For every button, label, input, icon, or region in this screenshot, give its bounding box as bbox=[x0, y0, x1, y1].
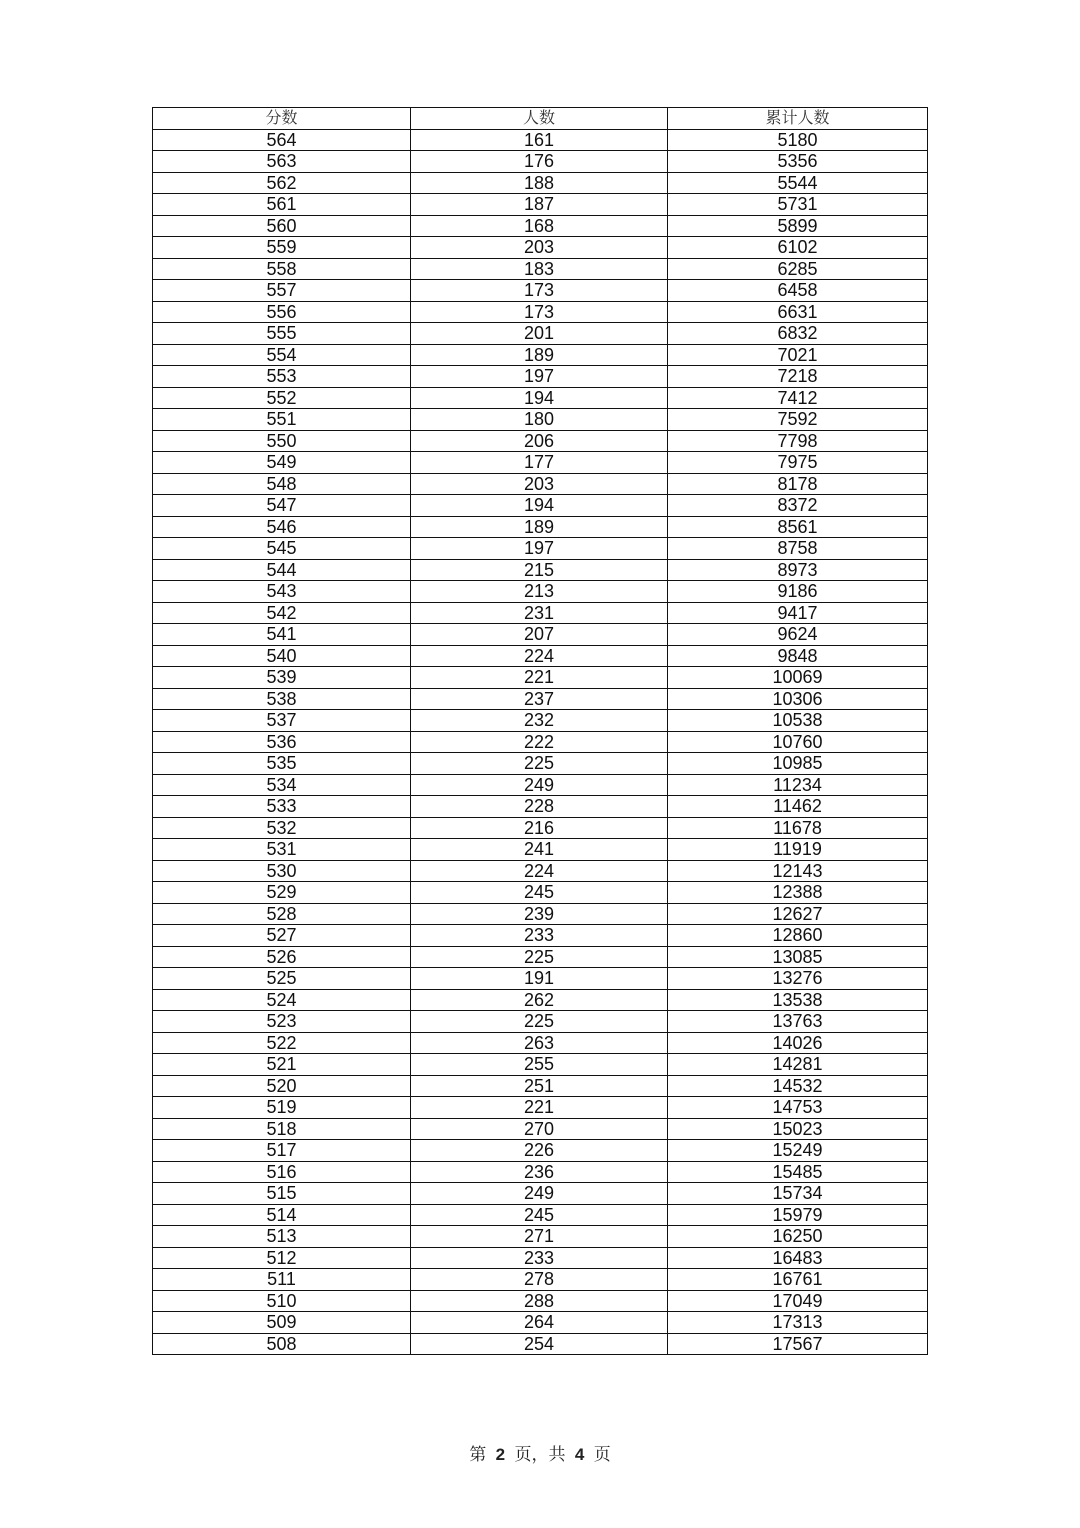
table-row bbox=[153, 258, 928, 280]
score-cell: 509 bbox=[153, 1312, 411, 1334]
cumulative-cell: 6102 bbox=[668, 237, 928, 259]
footer-suffix: 页 bbox=[593, 1445, 611, 1465]
table-row bbox=[153, 516, 928, 538]
table-row bbox=[153, 602, 928, 624]
table-row bbox=[153, 817, 928, 839]
count-cell: 233 bbox=[411, 925, 668, 947]
cumulative-cell: 15979 bbox=[668, 1204, 928, 1226]
table-row bbox=[153, 753, 928, 775]
count-cell: 173 bbox=[411, 301, 668, 323]
footer-prefix: 第 bbox=[469, 1445, 487, 1465]
count-cell: 225 bbox=[411, 1011, 668, 1033]
score-cell: 521 bbox=[153, 1054, 411, 1076]
count-cell: 216 bbox=[411, 817, 668, 839]
score-cell: 562 bbox=[153, 172, 411, 194]
table-row bbox=[153, 731, 928, 753]
score-cell: 545 bbox=[153, 538, 411, 560]
score-cell: 558 bbox=[153, 258, 411, 280]
score-cell: 564 bbox=[153, 129, 411, 151]
count-cell: 239 bbox=[411, 903, 668, 925]
score-cell: 533 bbox=[153, 796, 411, 818]
table-row bbox=[153, 946, 928, 968]
table-row bbox=[153, 452, 928, 474]
header-score: 分数 bbox=[153, 108, 411, 130]
cumulative-cell: 10069 bbox=[668, 667, 928, 689]
table-row bbox=[153, 194, 928, 216]
cumulative-cell: 17049 bbox=[668, 1290, 928, 1312]
count-cell: 241 bbox=[411, 839, 668, 861]
table-row bbox=[153, 1140, 928, 1162]
count-cell: 249 bbox=[411, 774, 668, 796]
cumulative-cell: 13763 bbox=[668, 1011, 928, 1033]
table-row bbox=[153, 989, 928, 1011]
score-cell: 552 bbox=[153, 387, 411, 409]
score-cell: 520 bbox=[153, 1075, 411, 1097]
score-cell: 544 bbox=[153, 559, 411, 581]
score-cell: 561 bbox=[153, 194, 411, 216]
score-cell: 526 bbox=[153, 946, 411, 968]
score-cell: 537 bbox=[153, 710, 411, 732]
table-row bbox=[153, 473, 928, 495]
cumulative-cell: 5180 bbox=[668, 129, 928, 151]
table-row bbox=[153, 495, 928, 517]
table-row bbox=[153, 1032, 928, 1054]
table-row bbox=[153, 1161, 928, 1183]
table-row bbox=[153, 688, 928, 710]
score-cell: 532 bbox=[153, 817, 411, 839]
count-cell: 189 bbox=[411, 516, 668, 538]
cumulative-cell: 7592 bbox=[668, 409, 928, 431]
score-cell: 524 bbox=[153, 989, 411, 1011]
cumulative-cell: 10538 bbox=[668, 710, 928, 732]
cumulative-cell: 5356 bbox=[668, 151, 928, 173]
cumulative-cell: 6285 bbox=[668, 258, 928, 280]
score-cell: 515 bbox=[153, 1183, 411, 1205]
cumulative-cell: 9624 bbox=[668, 624, 928, 646]
count-cell: 191 bbox=[411, 968, 668, 990]
cumulative-cell: 12860 bbox=[668, 925, 928, 947]
cumulative-cell: 15734 bbox=[668, 1183, 928, 1205]
cumulative-cell: 17313 bbox=[668, 1312, 928, 1334]
cumulative-cell: 8973 bbox=[668, 559, 928, 581]
cumulative-cell: 11234 bbox=[668, 774, 928, 796]
score-cell: 525 bbox=[153, 968, 411, 990]
score-cell: 510 bbox=[153, 1290, 411, 1312]
table-row bbox=[153, 796, 928, 818]
score-cell: 527 bbox=[153, 925, 411, 947]
header-count: 人数 bbox=[411, 108, 668, 130]
cumulative-cell: 15023 bbox=[668, 1118, 928, 1140]
cumulative-cell: 14753 bbox=[668, 1097, 928, 1119]
table-row bbox=[153, 387, 928, 409]
cumulative-cell: 11919 bbox=[668, 839, 928, 861]
score-cell: 514 bbox=[153, 1204, 411, 1226]
table-row bbox=[153, 624, 928, 646]
cumulative-cell: 10985 bbox=[668, 753, 928, 775]
cumulative-cell: 17567 bbox=[668, 1333, 928, 1355]
cumulative-cell: 8758 bbox=[668, 538, 928, 560]
count-cell: 222 bbox=[411, 731, 668, 753]
score-cell: 543 bbox=[153, 581, 411, 603]
table-row bbox=[153, 1204, 928, 1226]
table-row bbox=[153, 925, 928, 947]
count-cell: 278 bbox=[411, 1269, 668, 1291]
cumulative-cell: 10760 bbox=[668, 731, 928, 753]
count-cell: 221 bbox=[411, 667, 668, 689]
count-cell: 168 bbox=[411, 215, 668, 237]
cumulative-cell: 9186 bbox=[668, 581, 928, 603]
score-cell: 513 bbox=[153, 1226, 411, 1248]
score-cell: 535 bbox=[153, 753, 411, 775]
score-cell: 554 bbox=[153, 344, 411, 366]
score-cell: 553 bbox=[153, 366, 411, 388]
count-cell: 224 bbox=[411, 860, 668, 882]
table-row bbox=[153, 1097, 928, 1119]
count-cell: 233 bbox=[411, 1247, 668, 1269]
count-cell: 173 bbox=[411, 280, 668, 302]
cumulative-cell: 9417 bbox=[668, 602, 928, 624]
score-cell: 538 bbox=[153, 688, 411, 710]
count-cell: 255 bbox=[411, 1054, 668, 1076]
footer-current-page: 2 bbox=[495, 1445, 506, 1464]
count-cell: 237 bbox=[411, 688, 668, 710]
cumulative-cell: 9848 bbox=[668, 645, 928, 667]
count-cell: 183 bbox=[411, 258, 668, 280]
count-cell: 226 bbox=[411, 1140, 668, 1162]
table-row bbox=[153, 774, 928, 796]
cumulative-cell: 13538 bbox=[668, 989, 928, 1011]
table-row bbox=[153, 1333, 928, 1355]
score-cell: 559 bbox=[153, 237, 411, 259]
count-cell: 194 bbox=[411, 387, 668, 409]
cumulative-cell: 7021 bbox=[668, 344, 928, 366]
table-row bbox=[153, 710, 928, 732]
count-cell: 249 bbox=[411, 1183, 668, 1205]
score-cell: 528 bbox=[153, 903, 411, 925]
table-row bbox=[153, 129, 928, 151]
count-cell: 228 bbox=[411, 796, 668, 818]
count-cell: 288 bbox=[411, 1290, 668, 1312]
table-row bbox=[153, 172, 928, 194]
cumulative-cell: 5899 bbox=[668, 215, 928, 237]
table-row bbox=[153, 1226, 928, 1248]
score-cell: 531 bbox=[153, 839, 411, 861]
score-cell: 548 bbox=[153, 473, 411, 495]
score-cell: 547 bbox=[153, 495, 411, 517]
cumulative-cell: 15249 bbox=[668, 1140, 928, 1162]
table-row bbox=[153, 1054, 928, 1076]
cumulative-cell: 7412 bbox=[668, 387, 928, 409]
score-cell: 563 bbox=[153, 151, 411, 173]
count-cell: 245 bbox=[411, 882, 668, 904]
count-cell: 206 bbox=[411, 430, 668, 452]
score-cell: 534 bbox=[153, 774, 411, 796]
score-cell: 530 bbox=[153, 860, 411, 882]
table-row bbox=[153, 1011, 928, 1033]
footer-total-pages: 4 bbox=[574, 1445, 585, 1464]
table-row bbox=[153, 581, 928, 603]
table-header-row bbox=[153, 108, 928, 130]
cumulative-cell: 7798 bbox=[668, 430, 928, 452]
count-cell: 245 bbox=[411, 1204, 668, 1226]
count-cell: 224 bbox=[411, 645, 668, 667]
count-cell: 188 bbox=[411, 172, 668, 194]
count-cell: 221 bbox=[411, 1097, 668, 1119]
table-row bbox=[153, 860, 928, 882]
table-row bbox=[153, 323, 928, 345]
score-cell: 518 bbox=[153, 1118, 411, 1140]
score-cell: 517 bbox=[153, 1140, 411, 1162]
score-cell: 536 bbox=[153, 731, 411, 753]
table-body bbox=[153, 129, 928, 1355]
count-cell: 263 bbox=[411, 1032, 668, 1054]
count-cell: 203 bbox=[411, 237, 668, 259]
count-cell: 251 bbox=[411, 1075, 668, 1097]
score-cell: 539 bbox=[153, 667, 411, 689]
footer-middle: 页，共 bbox=[514, 1445, 566, 1465]
table-row bbox=[153, 280, 928, 302]
table-row bbox=[153, 1075, 928, 1097]
score-cell: 540 bbox=[153, 645, 411, 667]
table-row bbox=[153, 366, 928, 388]
count-cell: 231 bbox=[411, 602, 668, 624]
cumulative-cell: 10306 bbox=[668, 688, 928, 710]
table-row bbox=[153, 151, 928, 173]
table-row bbox=[153, 215, 928, 237]
cumulative-cell: 8561 bbox=[668, 516, 928, 538]
table-row bbox=[153, 559, 928, 581]
header-cumulative: 累计人数 bbox=[668, 108, 928, 130]
count-cell: 225 bbox=[411, 946, 668, 968]
score-cell: 555 bbox=[153, 323, 411, 345]
score-cell: 557 bbox=[153, 280, 411, 302]
count-cell: 271 bbox=[411, 1226, 668, 1248]
score-cell: 511 bbox=[153, 1269, 411, 1291]
table-row bbox=[153, 301, 928, 323]
table-row bbox=[153, 1247, 928, 1269]
cumulative-cell: 16483 bbox=[668, 1247, 928, 1269]
score-distribution-table bbox=[152, 107, 928, 1355]
score-cell: 556 bbox=[153, 301, 411, 323]
score-cell: 551 bbox=[153, 409, 411, 431]
score-cell: 549 bbox=[153, 452, 411, 474]
table-row bbox=[153, 237, 928, 259]
count-cell: 215 bbox=[411, 559, 668, 581]
cumulative-cell: 13085 bbox=[668, 946, 928, 968]
cumulative-cell: 11678 bbox=[668, 817, 928, 839]
score-cell: 542 bbox=[153, 602, 411, 624]
score-cell: 560 bbox=[153, 215, 411, 237]
score-cell: 529 bbox=[153, 882, 411, 904]
table-row bbox=[153, 538, 928, 560]
cumulative-cell: 14532 bbox=[668, 1075, 928, 1097]
page-footer bbox=[0, 1440, 1080, 1465]
count-cell: 197 bbox=[411, 538, 668, 560]
count-cell: 177 bbox=[411, 452, 668, 474]
cumulative-cell: 15485 bbox=[668, 1161, 928, 1183]
cumulative-cell: 8372 bbox=[668, 495, 928, 517]
score-cell: 519 bbox=[153, 1097, 411, 1119]
score-cell: 550 bbox=[153, 430, 411, 452]
count-cell: 187 bbox=[411, 194, 668, 216]
cumulative-cell: 5731 bbox=[668, 194, 928, 216]
table-row bbox=[153, 1269, 928, 1291]
cumulative-cell: 14281 bbox=[668, 1054, 928, 1076]
score-cell: 508 bbox=[153, 1333, 411, 1355]
count-cell: 180 bbox=[411, 409, 668, 431]
cumulative-cell: 6832 bbox=[668, 323, 928, 345]
cumulative-cell: 6631 bbox=[668, 301, 928, 323]
table-row bbox=[153, 1118, 928, 1140]
count-cell: 232 bbox=[411, 710, 668, 732]
cumulative-cell: 14026 bbox=[668, 1032, 928, 1054]
count-cell: 213 bbox=[411, 581, 668, 603]
table-row bbox=[153, 1312, 928, 1334]
table-row bbox=[153, 667, 928, 689]
table-row bbox=[153, 903, 928, 925]
score-cell: 516 bbox=[153, 1161, 411, 1183]
table-row bbox=[153, 968, 928, 990]
count-cell: 225 bbox=[411, 753, 668, 775]
count-cell: 262 bbox=[411, 989, 668, 1011]
cumulative-cell: 6458 bbox=[668, 280, 928, 302]
count-cell: 236 bbox=[411, 1161, 668, 1183]
score-cell: 546 bbox=[153, 516, 411, 538]
count-cell: 194 bbox=[411, 495, 668, 517]
cumulative-cell: 8178 bbox=[668, 473, 928, 495]
count-cell: 203 bbox=[411, 473, 668, 495]
count-cell: 176 bbox=[411, 151, 668, 173]
table-row bbox=[153, 839, 928, 861]
cumulative-cell: 16250 bbox=[668, 1226, 928, 1248]
score-cell: 541 bbox=[153, 624, 411, 646]
count-cell: 189 bbox=[411, 344, 668, 366]
score-cell: 523 bbox=[153, 1011, 411, 1033]
table-row bbox=[153, 1290, 928, 1312]
table-row bbox=[153, 1183, 928, 1205]
count-cell: 201 bbox=[411, 323, 668, 345]
cumulative-cell: 12627 bbox=[668, 903, 928, 925]
table-row bbox=[153, 409, 928, 431]
count-cell: 197 bbox=[411, 366, 668, 388]
count-cell: 270 bbox=[411, 1118, 668, 1140]
table-row bbox=[153, 344, 928, 366]
cumulative-cell: 7218 bbox=[668, 366, 928, 388]
table-row bbox=[153, 430, 928, 452]
count-cell: 161 bbox=[411, 129, 668, 151]
cumulative-cell: 16761 bbox=[668, 1269, 928, 1291]
score-cell: 522 bbox=[153, 1032, 411, 1054]
table-row bbox=[153, 882, 928, 904]
cumulative-cell: 12388 bbox=[668, 882, 928, 904]
cumulative-cell: 5544 bbox=[668, 172, 928, 194]
cumulative-cell: 11462 bbox=[668, 796, 928, 818]
cumulative-cell: 12143 bbox=[668, 860, 928, 882]
cumulative-cell: 7975 bbox=[668, 452, 928, 474]
score-cell: 512 bbox=[153, 1247, 411, 1269]
table-row bbox=[153, 645, 928, 667]
count-cell: 207 bbox=[411, 624, 668, 646]
count-cell: 264 bbox=[411, 1312, 668, 1334]
cumulative-cell: 13276 bbox=[668, 968, 928, 990]
count-cell: 254 bbox=[411, 1333, 668, 1355]
